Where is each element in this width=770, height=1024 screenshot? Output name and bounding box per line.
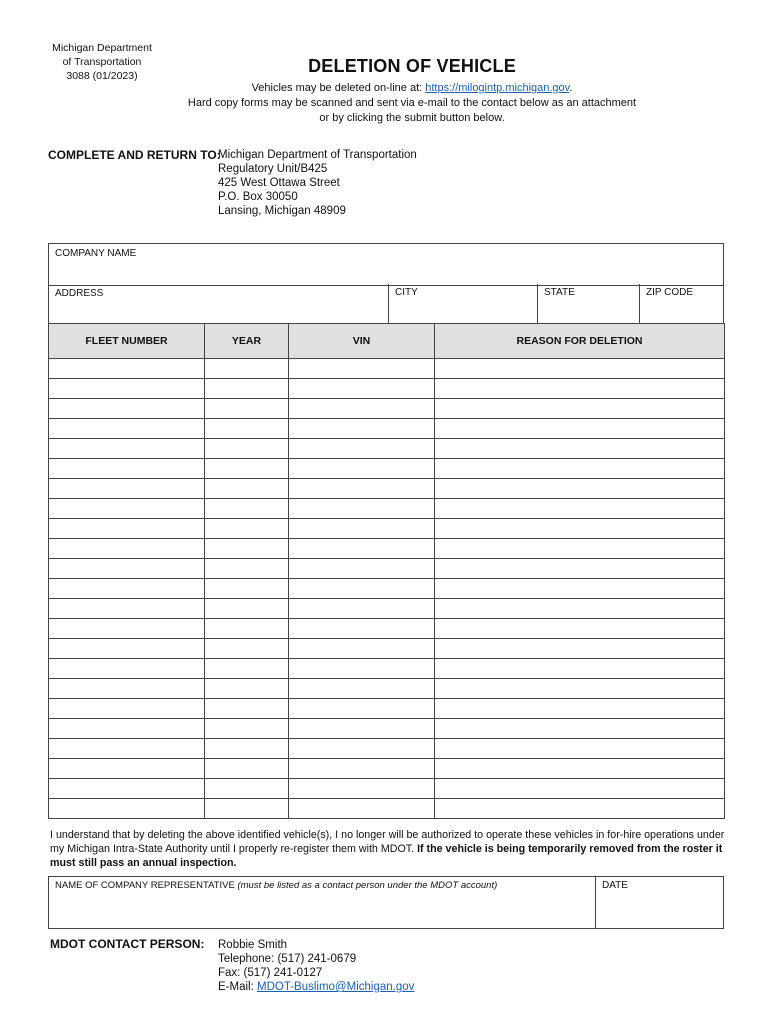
online-deletion-link[interactable]: https://milogintp.michigan.gov — [425, 82, 570, 94]
table-row — [49, 539, 725, 559]
vin-cell[interactable] — [289, 499, 435, 519]
year-cell[interactable] — [205, 419, 289, 439]
year-cell[interactable] — [205, 739, 289, 759]
contact-telephone: Telephone: (517) 241-0679 — [218, 953, 357, 965]
table-row — [49, 379, 725, 399]
fleet-number-cell[interactable] — [49, 479, 205, 499]
reason-cell[interactable] — [435, 459, 725, 479]
year-cell[interactable] — [205, 779, 289, 799]
year-cell[interactable] — [205, 699, 289, 719]
year-cell[interactable] — [205, 399, 289, 419]
contact-name: Robbie Smith — [218, 939, 288, 951]
reason-cell[interactable] — [435, 499, 725, 519]
return-address-line: Michigan Department of Transportation — [218, 149, 417, 161]
fleet-number-cell[interactable] — [49, 579, 205, 599]
fleet-number-cell[interactable] — [49, 459, 205, 479]
date-label: DATE — [602, 880, 628, 891]
fleet-number-cell[interactable] — [49, 399, 205, 419]
intro-prefix: Vehicles may be deleted on-line at: — [251, 82, 426, 94]
year-cell[interactable] — [205, 719, 289, 739]
vin-cell[interactable] — [289, 779, 435, 799]
vin-cell[interactable] — [289, 799, 435, 819]
return-address-line: Lansing, Michigan 48909 — [218, 205, 346, 217]
state-label: STATE — [544, 287, 575, 298]
year-cell[interactable] — [205, 599, 289, 619]
vin-cell[interactable] — [289, 739, 435, 759]
address-label: ADDRESS — [55, 288, 104, 299]
page-title: DELETION OF VEHICLE — [308, 56, 516, 76]
table-row — [49, 659, 725, 679]
disclaimer-text: I understand that by deleting the above identified vehicle(s), I no longer will be authorized to operate these vehicles in for-hire operations under my Michigan Intra-State Authority until I properly re-register them with MDOT. — [50, 829, 725, 855]
agency-name-line2: of Transportation — [62, 56, 142, 68]
table-row — [49, 439, 725, 459]
city-label: CITY — [395, 287, 418, 298]
vin-cell[interactable] — [289, 539, 435, 559]
vin-cell[interactable] — [289, 379, 435, 399]
reason-cell[interactable] — [435, 679, 725, 699]
fleet-number-cell[interactable] — [49, 719, 205, 739]
year-cell[interactable] — [205, 539, 289, 559]
reason-cell[interactable] — [435, 399, 725, 419]
year-cell[interactable] — [205, 799, 289, 819]
table-row — [49, 799, 725, 819]
year-cell[interactable] — [205, 519, 289, 539]
date-field[interactable] — [596, 877, 723, 928]
reason-cell[interactable] — [435, 779, 725, 799]
vehicle-table — [48, 323, 725, 819]
vin-cell[interactable] — [289, 599, 435, 619]
fleet-number-cell[interactable] — [49, 499, 205, 519]
reason-cell[interactable] — [435, 639, 725, 659]
fleet-number-cell[interactable] — [49, 619, 205, 639]
table-row — [49, 519, 725, 539]
year-cell[interactable] — [205, 679, 289, 699]
table-row — [49, 479, 725, 499]
year-cell[interactable] — [205, 499, 289, 519]
year-cell[interactable] — [205, 559, 289, 579]
form-number: 3088 (01/2023) — [66, 70, 138, 82]
table-row — [49, 699, 725, 719]
fleet-number-cell[interactable] — [49, 359, 205, 379]
reason-cell[interactable] — [435, 579, 725, 599]
vin-cell[interactable] — [289, 419, 435, 439]
reason-cell[interactable] — [435, 359, 725, 379]
fleet-number-cell[interactable] — [49, 799, 205, 819]
year-cell[interactable] — [205, 479, 289, 499]
reason-cell[interactable] — [435, 539, 725, 559]
reason-cell[interactable] — [435, 599, 725, 619]
year-cell[interactable] — [205, 439, 289, 459]
fleet-number-cell[interactable] — [49, 379, 205, 399]
return-address-line: P.O. Box 30050 — [218, 191, 298, 203]
reason-cell[interactable] — [435, 379, 725, 399]
vin-cell[interactable] — [289, 359, 435, 379]
table-row — [49, 499, 725, 519]
fleet-number-cell[interactable] — [49, 759, 205, 779]
fleet-number-cell[interactable] — [49, 699, 205, 719]
contact-person-label: MDOT CONTACT PERSON: — [50, 937, 205, 951]
representative-label — [55, 880, 497, 891]
vin-cell[interactable] — [289, 479, 435, 499]
vin-cell[interactable] — [289, 679, 435, 699]
table-row — [49, 599, 725, 619]
reason-cell[interactable] — [435, 519, 725, 539]
representative-label-text: NAME OF COMPANY REPRESENTATIVE — [55, 880, 235, 891]
return-address — [218, 148, 417, 218]
table-row — [49, 459, 725, 479]
return-address-line: 425 West Ottawa Street — [218, 177, 340, 189]
city-field[interactable] — [389, 284, 537, 324]
fleet-number-cell[interactable] — [49, 779, 205, 799]
reason-cell[interactable] — [435, 439, 725, 459]
table-row — [49, 579, 725, 599]
reason-cell[interactable] — [435, 559, 725, 579]
fleet-number-cell[interactable] — [49, 739, 205, 759]
vin-cell[interactable] — [289, 399, 435, 419]
contact-fax: Fax: (517) 241-0127 — [218, 967, 323, 979]
reason-cell[interactable] — [435, 659, 725, 679]
fleet-number-cell[interactable] — [49, 519, 205, 539]
vin-cell[interactable] — [289, 459, 435, 479]
year-cell[interactable] — [205, 379, 289, 399]
reason-cell[interactable] — [435, 479, 725, 499]
reason-cell[interactable] — [435, 759, 725, 779]
contact-email-prefix: E-Mail: — [218, 981, 257, 993]
fleet-number-cell[interactable] — [49, 599, 205, 619]
vin-cell[interactable] — [289, 579, 435, 599]
representative-box — [48, 876, 724, 929]
vehicle-table-body — [49, 359, 725, 819]
address-field[interactable] — [49, 284, 388, 324]
fleet-number-cell[interactable] — [49, 659, 205, 679]
intro-text — [0, 81, 770, 126]
return-to-label: COMPLETE AND RETURN TO: — [48, 148, 221, 162]
table-row — [49, 559, 725, 579]
vin-cell[interactable] — [289, 719, 435, 739]
year-cell[interactable] — [205, 619, 289, 639]
column-header-year: YEAR — [205, 324, 289, 359]
intro-line2: Hard copy forms may be scanned and sent via e-mail to the contact below as an attachment — [187, 97, 637, 109]
reason-cell[interactable] — [435, 699, 725, 719]
reason-cell[interactable] — [435, 619, 725, 639]
year-cell[interactable] — [205, 639, 289, 659]
reason-cell[interactable] — [435, 719, 725, 739]
contact-email-link[interactable]: MDOT-Buslimo@Michigan.gov — [256, 981, 415, 993]
fleet-number-cell[interactable] — [49, 679, 205, 699]
year-cell[interactable] — [205, 759, 289, 779]
company-name-label: COMPANY NAME — [55, 248, 137, 259]
vin-cell[interactable] — [289, 519, 435, 539]
zip-code-field[interactable] — [640, 284, 723, 324]
table-row — [49, 619, 725, 639]
vin-cell[interactable] — [289, 759, 435, 779]
vin-cell[interactable] — [289, 619, 435, 639]
reason-cell[interactable] — [435, 739, 725, 759]
vin-cell[interactable] — [289, 659, 435, 679]
table-row — [49, 759, 725, 779]
vin-cell[interactable] — [289, 559, 435, 579]
reason-cell[interactable] — [435, 419, 725, 439]
column-header-reason: REASON FOR DELETION — [435, 324, 725, 359]
intro-line3: or by clicking the submit button below. — [319, 112, 505, 124]
table-row — [49, 739, 725, 759]
column-header-fleet-number: FLEET NUMBER — [49, 324, 205, 359]
year-cell[interactable] — [205, 459, 289, 479]
zip-code-label: ZIP CODE — [646, 287, 694, 298]
return-address-line: Regulatory Unit/B425 — [218, 163, 328, 175]
table-row — [49, 779, 725, 799]
contact-info — [218, 938, 414, 994]
representative-note: (must be listed as a contact person under the MDOT account) — [237, 880, 498, 891]
fleet-number-cell[interactable] — [49, 559, 205, 579]
year-cell[interactable] — [205, 359, 289, 379]
fleet-number-cell[interactable] — [49, 419, 205, 439]
vin-cell[interactable] — [289, 639, 435, 659]
reason-cell[interactable] — [435, 799, 725, 819]
vin-cell[interactable] — [289, 439, 435, 459]
disclaimer-bold-text: If the vehicle is being temporarily removed from the roster it must still pass an annual inspection. — [50, 843, 723, 869]
table-row — [49, 679, 725, 699]
table-row — [49, 399, 725, 419]
address-row — [48, 284, 724, 324]
state-field[interactable] — [538, 284, 639, 324]
representative-name-field[interactable] — [49, 877, 595, 928]
fleet-number-cell[interactable] — [49, 539, 205, 559]
disclaimer — [50, 828, 730, 870]
company-name-field[interactable] — [48, 243, 724, 286]
table-row — [49, 719, 725, 739]
column-header-vin: VIN — [289, 324, 435, 359]
fleet-number-cell[interactable] — [49, 439, 205, 459]
table-row — [49, 419, 725, 439]
table-row — [49, 639, 725, 659]
year-cell[interactable] — [205, 659, 289, 679]
table-header-row — [49, 324, 725, 359]
agency-name-line1: Michigan Department — [52, 42, 152, 54]
fleet-number-cell[interactable] — [49, 639, 205, 659]
table-row — [49, 359, 725, 379]
year-cell[interactable] — [205, 579, 289, 599]
intro-suffix: . — [569, 82, 573, 94]
vin-cell[interactable] — [289, 699, 435, 719]
